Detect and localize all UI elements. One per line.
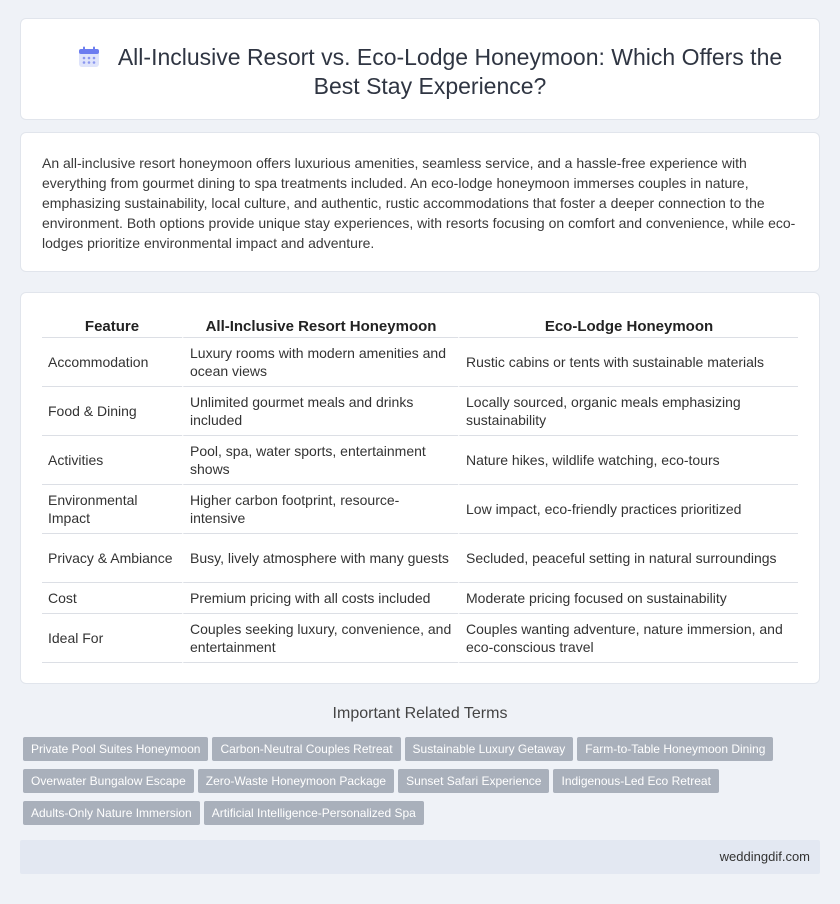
table-row xyxy=(42,338,798,387)
row-feature: Food & Dining xyxy=(42,387,182,436)
row-feature: Privacy & Ambiance xyxy=(42,534,182,583)
row-feature: Cost xyxy=(42,583,182,614)
page-title-wrap xyxy=(61,43,799,101)
row-eco-lodge: Locally sourced, organic meals emphasizing sustainability xyxy=(458,387,798,436)
row-eco-lodge: Moderate pricing focused on sustainability xyxy=(458,583,798,614)
intro-paragraph: An all-inclusive resort honeymoon offers luxurious amenities, seamless service, and a hassle-free experience with everything from gourmet dining to spa treatments included. An eco-lodge honeymoon immerses couples in nature, emphasizing sustainability, local culture, and authentic, rustic accommodations that foster a deeper connection to the environment. Both options provide unique stay experiences, with resorts focusing on comfort and convenience, while eco-lodges prioritize environmental impact and adventure. xyxy=(42,155,796,251)
footer-site-link[interactable]: weddingdif.com xyxy=(719,849,810,864)
table-row xyxy=(42,583,798,614)
header-resort: All-Inclusive Resort Honeymoon xyxy=(182,313,458,338)
calendar-icon xyxy=(78,46,100,68)
row-resort: Pool, spa, water sports, entertainment shows xyxy=(182,436,458,485)
table-row xyxy=(42,485,798,534)
comparison-table xyxy=(42,313,798,663)
related-term-tag[interactable]: Artificial Intelligence-Personalized Spa xyxy=(204,801,424,825)
row-resort: Premium pricing with all costs included xyxy=(182,583,458,614)
title-card xyxy=(20,18,820,120)
related-term-tag[interactable]: Sustainable Luxury Getaway xyxy=(405,737,574,761)
related-terms-list xyxy=(23,737,813,833)
related-term-tag[interactable]: Overwater Bungalow Escape xyxy=(23,769,194,793)
related-term-tag[interactable]: Private Pool Suites Honeymoon xyxy=(23,737,208,761)
table-row xyxy=(42,387,798,436)
related-term-tag[interactable]: Farm-to-Table Honeymoon Dining xyxy=(577,737,773,761)
related-term-tag[interactable]: Adults-Only Nature Immersion xyxy=(23,801,200,825)
header-eco-lodge: Eco-Lodge Honeymoon xyxy=(458,313,798,338)
row-feature: Ideal For xyxy=(42,614,182,663)
row-feature: Accommodation xyxy=(42,338,182,387)
row-eco-lodge: Couples wanting adventure, nature immersion, and eco-conscious travel xyxy=(458,614,798,663)
row-eco-lodge: Rustic cabins or tents with sustainable materials xyxy=(458,338,798,387)
related-term-tag[interactable]: Indigenous-Led Eco Retreat xyxy=(553,769,718,793)
row-resort: Unlimited gourmet meals and drinks included xyxy=(182,387,458,436)
table-row xyxy=(42,436,798,485)
related-term-tag[interactable]: Zero-Waste Honeymoon Package xyxy=(198,769,394,793)
header-feature: Feature xyxy=(42,313,182,338)
table-row xyxy=(42,614,798,663)
row-resort: Couples seeking luxury, convenience, and entertainment xyxy=(182,614,458,663)
row-resort: Luxury rooms with modern amenities and ocean views xyxy=(182,338,458,387)
footer xyxy=(20,840,820,874)
page-title: All-Inclusive Resort vs. Eco-Lodge Honeymoon: Which Offers the Best Stay Experience? xyxy=(117,44,783,99)
intro-card xyxy=(20,132,820,272)
table-header-row xyxy=(42,313,798,338)
table-row xyxy=(42,534,798,583)
related-term-tag[interactable]: Sunset Safari Experience xyxy=(398,769,549,793)
row-eco-lodge: Low impact, eco-friendly practices prioritized xyxy=(458,485,798,534)
related-term-tag[interactable]: Carbon-Neutral Couples Retreat xyxy=(212,737,400,761)
comparison-card xyxy=(20,292,820,684)
row-eco-lodge: Nature hikes, wildlife watching, eco-tours xyxy=(458,436,798,485)
row-resort: Higher carbon footprint, resource-intensive xyxy=(182,485,458,534)
row-resort: Busy, lively atmosphere with many guests xyxy=(182,534,458,583)
row-feature: Environmental Impact xyxy=(42,485,182,534)
related-terms-heading: Important Related Terms xyxy=(332,705,508,722)
row-feature: Activities xyxy=(42,436,182,485)
row-eco-lodge: Secluded, peaceful setting in natural surroundings xyxy=(458,534,798,583)
